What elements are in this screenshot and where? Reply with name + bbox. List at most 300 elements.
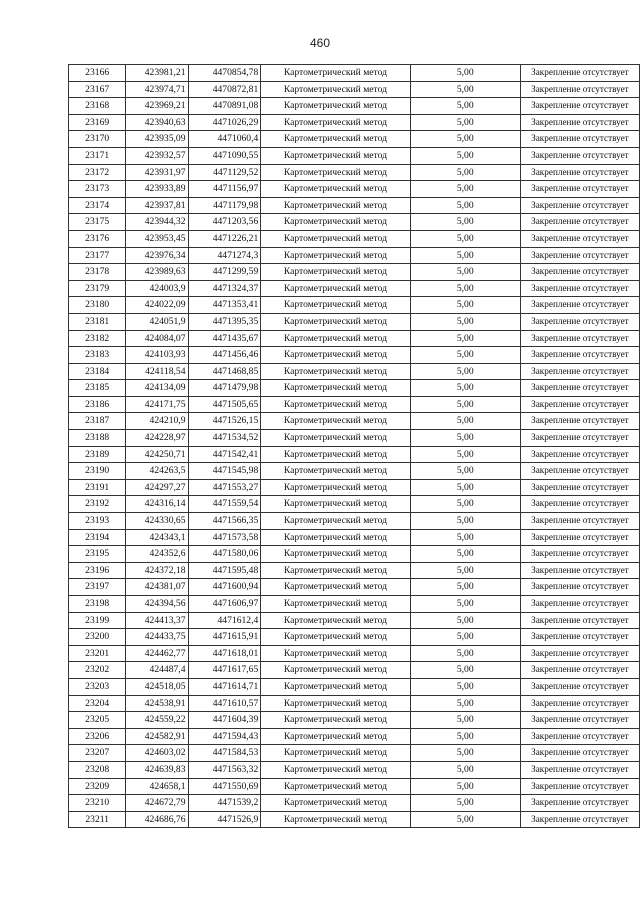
point-number-cell: 23195 (69, 546, 126, 563)
point-number-cell: 23177 (69, 247, 126, 264)
fixing-cell: Закрепление отсутствует (520, 396, 639, 413)
fixing-cell: Закрепление отсутствует (520, 214, 639, 231)
table-row (69, 678, 640, 695)
y-coordinate-cell: 4471129,52 (188, 164, 261, 181)
fixing-cell: Закрепление отсутствует (520, 264, 639, 281)
table-row (69, 363, 640, 380)
table-row (69, 181, 640, 198)
x-coordinate-cell: 424372,18 (126, 562, 188, 579)
fixing-cell: Закрепление отсутствует (520, 629, 639, 646)
method-cell: Картометрический метод (261, 230, 410, 247)
y-coordinate-cell: 4471179,98 (188, 197, 261, 214)
y-coordinate-cell: 4471456,46 (188, 347, 261, 364)
x-coordinate-cell: 424639,83 (126, 761, 188, 778)
accuracy-cell: 5,00 (410, 81, 520, 98)
x-coordinate-cell: 424394,56 (126, 596, 188, 613)
accuracy-cell: 5,00 (410, 313, 520, 330)
table-row (69, 446, 640, 463)
point-number-cell: 23196 (69, 562, 126, 579)
x-coordinate-cell: 424022,09 (126, 297, 188, 314)
point-number-cell: 23199 (69, 612, 126, 629)
point-number-cell: 23166 (69, 65, 126, 82)
point-number-cell: 23171 (69, 147, 126, 164)
x-coordinate-cell: 423944,32 (126, 214, 188, 231)
table-row (69, 330, 640, 347)
y-coordinate-cell: 4470891,08 (188, 98, 261, 115)
point-number-cell: 23168 (69, 98, 126, 115)
point-number-cell: 23170 (69, 131, 126, 148)
y-coordinate-cell: 4471612,4 (188, 612, 261, 629)
method-cell: Картометрический метод (261, 430, 410, 447)
fixing-cell: Закрепление отсутствует (520, 380, 639, 397)
y-coordinate-cell: 4471324,37 (188, 280, 261, 297)
method-cell: Картометрический метод (261, 562, 410, 579)
y-coordinate-cell: 4471580,06 (188, 546, 261, 563)
table-row (69, 380, 640, 397)
y-coordinate-cell: 4471559,54 (188, 496, 261, 513)
accuracy-cell: 5,00 (410, 347, 520, 364)
y-coordinate-cell: 4471534,52 (188, 430, 261, 447)
fixing-cell: Закрепление отсутствует (520, 529, 639, 546)
method-cell: Картометрический метод (261, 496, 410, 513)
method-cell: Картометрический метод (261, 396, 410, 413)
fixing-cell: Закрепление отсутствует (520, 81, 639, 98)
fixing-cell: Закрепление отсутствует (520, 230, 639, 247)
y-coordinate-cell: 4471550,69 (188, 778, 261, 795)
accuracy-cell: 5,00 (410, 695, 520, 712)
y-coordinate-cell: 4471553,27 (188, 479, 261, 496)
point-number-cell: 23187 (69, 413, 126, 430)
x-coordinate-cell: 424210,9 (126, 413, 188, 430)
fixing-cell: Закрепление отсутствует (520, 197, 639, 214)
fixing-cell: Закрепление отсутствует (520, 811, 639, 828)
accuracy-cell: 5,00 (410, 546, 520, 563)
accuracy-cell: 5,00 (410, 214, 520, 231)
x-coordinate-cell: 423976,34 (126, 247, 188, 264)
table-row (69, 546, 640, 563)
fixing-cell: Закрепление отсутствует (520, 297, 639, 314)
fixing-cell: Закрепление отсутствует (520, 131, 639, 148)
table-row (69, 728, 640, 745)
table-row (69, 197, 640, 214)
fixing-cell: Закрепление отсутствует (520, 596, 639, 613)
fixing-cell: Закрепление отсутствует (520, 662, 639, 679)
table-row (69, 795, 640, 812)
table-row (69, 65, 640, 82)
table-row (69, 347, 640, 364)
method-cell: Картометрический метод (261, 596, 410, 613)
table-row (69, 430, 640, 447)
point-number-cell: 23184 (69, 363, 126, 380)
accuracy-cell: 5,00 (410, 745, 520, 762)
method-cell: Картометрический метод (261, 214, 410, 231)
y-coordinate-cell: 4471618,01 (188, 645, 261, 662)
y-coordinate-cell: 4471026,29 (188, 114, 261, 131)
point-number-cell: 23201 (69, 645, 126, 662)
method-cell: Картометрический метод (261, 745, 410, 762)
method-cell: Картометрический метод (261, 413, 410, 430)
method-cell: Картометрический метод (261, 297, 410, 314)
table-row (69, 164, 640, 181)
x-coordinate-cell: 424686,76 (126, 811, 188, 828)
fixing-cell: Закрепление отсутствует (520, 479, 639, 496)
fixing-cell: Закрепление отсутствует (520, 330, 639, 347)
accuracy-cell: 5,00 (410, 728, 520, 745)
table-row (69, 313, 640, 330)
method-cell: Картометрический метод (261, 662, 410, 679)
table-row (69, 712, 640, 729)
y-coordinate-cell: 4471479,98 (188, 380, 261, 397)
table-row (69, 81, 640, 98)
accuracy-cell: 5,00 (410, 479, 520, 496)
accuracy-cell: 5,00 (410, 529, 520, 546)
accuracy-cell: 5,00 (410, 562, 520, 579)
table-row (69, 579, 640, 596)
fixing-cell: Закрепление отсутствует (520, 347, 639, 364)
accuracy-cell: 5,00 (410, 811, 520, 828)
x-coordinate-cell: 424538,91 (126, 695, 188, 712)
accuracy-cell: 5,00 (410, 330, 520, 347)
method-cell: Картометрический метод (261, 81, 410, 98)
method-cell: Картометрический метод (261, 446, 410, 463)
x-coordinate-cell: 424316,14 (126, 496, 188, 513)
y-coordinate-cell: 4471435,67 (188, 330, 261, 347)
x-coordinate-cell: 424003,9 (126, 280, 188, 297)
method-cell: Картометрический метод (261, 247, 410, 264)
x-coordinate-cell: 424487,4 (126, 662, 188, 679)
accuracy-cell: 5,00 (410, 430, 520, 447)
table-row (69, 778, 640, 795)
point-number-cell: 23193 (69, 513, 126, 530)
method-cell: Картометрический метод (261, 65, 410, 82)
method-cell: Картометрический метод (261, 164, 410, 181)
x-coordinate-cell: 424433,75 (126, 629, 188, 646)
x-coordinate-cell: 424250,71 (126, 446, 188, 463)
x-coordinate-cell: 424297,27 (126, 479, 188, 496)
method-cell: Картометрический метод (261, 330, 410, 347)
method-cell: Картометрический метод (261, 313, 410, 330)
y-coordinate-cell: 4471468,85 (188, 363, 261, 380)
table-row (69, 147, 640, 164)
x-coordinate-cell: 423935,09 (126, 131, 188, 148)
y-coordinate-cell: 4471353,41 (188, 297, 261, 314)
accuracy-cell: 5,00 (410, 297, 520, 314)
accuracy-cell: 5,00 (410, 463, 520, 480)
table-row (69, 230, 640, 247)
x-coordinate-cell: 423989,63 (126, 264, 188, 281)
fixing-cell: Закрепление отсутствует (520, 247, 639, 264)
table-row (69, 114, 640, 131)
fixing-cell: Закрепление отсутствует (520, 645, 639, 662)
fixing-cell: Закрепление отсутствует (520, 695, 639, 712)
method-cell: Картометрический метод (261, 795, 410, 812)
x-coordinate-cell: 424228,97 (126, 430, 188, 447)
x-coordinate-cell: 423933,89 (126, 181, 188, 198)
x-coordinate-cell: 424413,37 (126, 612, 188, 629)
method-cell: Картометрический метод (261, 264, 410, 281)
accuracy-cell: 5,00 (410, 761, 520, 778)
fixing-cell: Закрепление отсутствует (520, 413, 639, 430)
accuracy-cell: 5,00 (410, 678, 520, 695)
x-coordinate-cell: 424051,9 (126, 313, 188, 330)
table-row (69, 413, 640, 430)
fixing-cell: Закрепление отсутствует (520, 678, 639, 695)
x-coordinate-cell: 424263,5 (126, 463, 188, 480)
method-cell: Картометрический метод (261, 479, 410, 496)
point-number-cell: 23169 (69, 114, 126, 131)
table-row (69, 479, 640, 496)
method-cell: Картометрический метод (261, 347, 410, 364)
fixing-cell: Закрепление отсутствует (520, 745, 639, 762)
point-number-cell: 23198 (69, 596, 126, 613)
method-cell: Картометрический метод (261, 612, 410, 629)
x-coordinate-cell: 424084,07 (126, 330, 188, 347)
fixing-cell: Закрепление отсутствует (520, 181, 639, 198)
coordinates-table (68, 64, 640, 828)
point-number-cell: 23173 (69, 181, 126, 198)
point-number-cell: 23200 (69, 629, 126, 646)
accuracy-cell: 5,00 (410, 197, 520, 214)
fixing-cell: Закрепление отсутствует (520, 579, 639, 596)
accuracy-cell: 5,00 (410, 413, 520, 430)
y-coordinate-cell: 4471604,39 (188, 712, 261, 729)
x-coordinate-cell: 424658,1 (126, 778, 188, 795)
table-row (69, 529, 640, 546)
x-coordinate-cell: 423974,71 (126, 81, 188, 98)
method-cell: Картометрический метод (261, 778, 410, 795)
accuracy-cell: 5,00 (410, 230, 520, 247)
method-cell: Картометрический метод (261, 114, 410, 131)
x-coordinate-cell: 424559,22 (126, 712, 188, 729)
point-number-cell: 23190 (69, 463, 126, 480)
point-number-cell: 23174 (69, 197, 126, 214)
method-cell: Картометрический метод (261, 131, 410, 148)
table-row (69, 612, 640, 629)
method-cell: Картометрический метод (261, 546, 410, 563)
fixing-cell: Закрепление отсутствует (520, 280, 639, 297)
table-row (69, 761, 640, 778)
accuracy-cell: 5,00 (410, 579, 520, 596)
x-coordinate-cell: 424103,93 (126, 347, 188, 364)
y-coordinate-cell: 4471542,41 (188, 446, 261, 463)
point-number-cell: 23206 (69, 728, 126, 745)
method-cell: Картометрический метод (261, 761, 410, 778)
x-coordinate-cell: 424672,79 (126, 795, 188, 812)
table-row (69, 662, 640, 679)
y-coordinate-cell: 4471606,97 (188, 596, 261, 613)
y-coordinate-cell: 4471526,9 (188, 811, 261, 828)
method-cell: Картометрический метод (261, 712, 410, 729)
x-coordinate-cell: 423981,21 (126, 65, 188, 82)
point-number-cell: 23197 (69, 579, 126, 596)
accuracy-cell: 5,00 (410, 264, 520, 281)
fixing-cell: Закрепление отсутствует (520, 795, 639, 812)
fixing-cell: Закрепление отсутствует (520, 612, 639, 629)
method-cell: Картометрический метод (261, 811, 410, 828)
point-number-cell: 23183 (69, 347, 126, 364)
table-row (69, 463, 640, 480)
fixing-cell: Закрепление отсутствует (520, 147, 639, 164)
method-cell: Картометрический метод (261, 147, 410, 164)
method-cell: Картометрический метод (261, 645, 410, 662)
x-coordinate-cell: 423969,21 (126, 98, 188, 115)
accuracy-cell: 5,00 (410, 363, 520, 380)
point-number-cell: 23167 (69, 81, 126, 98)
y-coordinate-cell: 4470872,81 (188, 81, 261, 98)
y-coordinate-cell: 4471614,71 (188, 678, 261, 695)
fixing-cell: Закрепление отсутствует (520, 98, 639, 115)
x-coordinate-cell: 424518,05 (126, 678, 188, 695)
fixing-cell: Закрепление отсутствует (520, 164, 639, 181)
fixing-cell: Закрепление отсутствует (520, 728, 639, 745)
point-number-cell: 23205 (69, 712, 126, 729)
point-number-cell: 23178 (69, 264, 126, 281)
y-coordinate-cell: 4471566,35 (188, 513, 261, 530)
page-number: 460 (309, 36, 331, 50)
y-coordinate-cell: 4471545,98 (188, 463, 261, 480)
x-coordinate-cell: 423953,45 (126, 230, 188, 247)
method-cell: Картометрический метод (261, 197, 410, 214)
accuracy-cell: 5,00 (410, 446, 520, 463)
table-row (69, 811, 640, 828)
table-row (69, 562, 640, 579)
y-coordinate-cell: 4471610,57 (188, 695, 261, 712)
method-cell: Картометрический метод (261, 280, 410, 297)
x-coordinate-cell: 424171,75 (126, 396, 188, 413)
fixing-cell: Закрепление отсутствует (520, 546, 639, 563)
accuracy-cell: 5,00 (410, 247, 520, 264)
point-number-cell: 23172 (69, 164, 126, 181)
table-row (69, 396, 640, 413)
y-coordinate-cell: 4471060,4 (188, 131, 261, 148)
table-row (69, 695, 640, 712)
coordinates-table-body (69, 65, 640, 828)
y-coordinate-cell: 4471573,58 (188, 529, 261, 546)
point-number-cell: 23203 (69, 678, 126, 695)
accuracy-cell: 5,00 (410, 65, 520, 82)
fixing-cell: Закрепление отсутствует (520, 778, 639, 795)
point-number-cell: 23189 (69, 446, 126, 463)
accuracy-cell: 5,00 (410, 280, 520, 297)
x-coordinate-cell: 424330,65 (126, 513, 188, 530)
point-number-cell: 23182 (69, 330, 126, 347)
x-coordinate-cell: 424462,77 (126, 645, 188, 662)
accuracy-cell: 5,00 (410, 131, 520, 148)
point-number-cell: 23176 (69, 230, 126, 247)
accuracy-cell: 5,00 (410, 612, 520, 629)
y-coordinate-cell: 4470854,78 (188, 65, 261, 82)
table-row (69, 297, 640, 314)
accuracy-cell: 5,00 (410, 778, 520, 795)
method-cell: Картометрический метод (261, 529, 410, 546)
y-coordinate-cell: 4471526,15 (188, 413, 261, 430)
method-cell: Картометрический метод (261, 513, 410, 530)
point-number-cell: 23181 (69, 313, 126, 330)
point-number-cell: 23185 (69, 380, 126, 397)
fixing-cell: Закрепление отсутствует (520, 363, 639, 380)
x-coordinate-cell: 424603,02 (126, 745, 188, 762)
x-coordinate-cell: 424582,91 (126, 728, 188, 745)
y-coordinate-cell: 4471594,43 (188, 728, 261, 745)
table-row (69, 513, 640, 530)
method-cell: Картометрический метод (261, 629, 410, 646)
accuracy-cell: 5,00 (410, 147, 520, 164)
method-cell: Картометрический метод (261, 181, 410, 198)
fixing-cell: Закрепление отсутствует (520, 463, 639, 480)
fixing-cell: Закрепление отсутствует (520, 446, 639, 463)
x-coordinate-cell: 424352,6 (126, 546, 188, 563)
point-number-cell: 23194 (69, 529, 126, 546)
method-cell: Картометрический метод (261, 363, 410, 380)
y-coordinate-cell: 4471595,48 (188, 562, 261, 579)
table-row (69, 98, 640, 115)
y-coordinate-cell: 4471299,59 (188, 264, 261, 281)
x-coordinate-cell: 424381,07 (126, 579, 188, 596)
accuracy-cell: 5,00 (410, 629, 520, 646)
x-coordinate-cell: 423931,97 (126, 164, 188, 181)
accuracy-cell: 5,00 (410, 645, 520, 662)
point-number-cell: 23175 (69, 214, 126, 231)
y-coordinate-cell: 4471584,53 (188, 745, 261, 762)
y-coordinate-cell: 4471617,65 (188, 662, 261, 679)
y-coordinate-cell: 4471600,94 (188, 579, 261, 596)
point-number-cell: 23209 (69, 778, 126, 795)
point-number-cell: 23204 (69, 695, 126, 712)
table-row (69, 264, 640, 281)
method-cell: Картометрический метод (261, 728, 410, 745)
y-coordinate-cell: 4471274,3 (188, 247, 261, 264)
accuracy-cell: 5,00 (410, 712, 520, 729)
point-number-cell: 23191 (69, 479, 126, 496)
y-coordinate-cell: 4471505,65 (188, 396, 261, 413)
accuracy-cell: 5,00 (410, 396, 520, 413)
accuracy-cell: 5,00 (410, 98, 520, 115)
x-coordinate-cell: 423937,81 (126, 197, 188, 214)
table-row (69, 131, 640, 148)
fixing-cell: Закрепление отсутствует (520, 496, 639, 513)
point-number-cell: 23211 (69, 811, 126, 828)
fixing-cell: Закрепление отсутствует (520, 430, 639, 447)
method-cell: Картометрический метод (261, 463, 410, 480)
x-coordinate-cell: 423932,57 (126, 147, 188, 164)
point-number-cell: 23179 (69, 280, 126, 297)
point-number-cell: 23208 (69, 761, 126, 778)
fixing-cell: Закрепление отсутствует (520, 761, 639, 778)
method-cell: Картометрический метод (261, 98, 410, 115)
y-coordinate-cell: 4471090,55 (188, 147, 261, 164)
fixing-cell: Закрепление отсутствует (520, 313, 639, 330)
y-coordinate-cell: 4471203,56 (188, 214, 261, 231)
y-coordinate-cell: 4471156,97 (188, 181, 261, 198)
accuracy-cell: 5,00 (410, 164, 520, 181)
x-coordinate-cell: 423940,63 (126, 114, 188, 131)
fixing-cell: Закрепление отсутствует (520, 513, 639, 530)
table-row (69, 496, 640, 513)
y-coordinate-cell: 4471226,21 (188, 230, 261, 247)
point-number-cell: 23186 (69, 396, 126, 413)
x-coordinate-cell: 424343,1 (126, 529, 188, 546)
accuracy-cell: 5,00 (410, 114, 520, 131)
table-row (69, 596, 640, 613)
table-row (69, 645, 640, 662)
accuracy-cell: 5,00 (410, 662, 520, 679)
point-number-cell: 23188 (69, 430, 126, 447)
fixing-cell: Закрепление отсутствует (520, 562, 639, 579)
x-coordinate-cell: 424134,09 (126, 380, 188, 397)
point-number-cell: 23202 (69, 662, 126, 679)
fixing-cell: Закрепление отсутствует (520, 712, 639, 729)
method-cell: Картометрический метод (261, 678, 410, 695)
